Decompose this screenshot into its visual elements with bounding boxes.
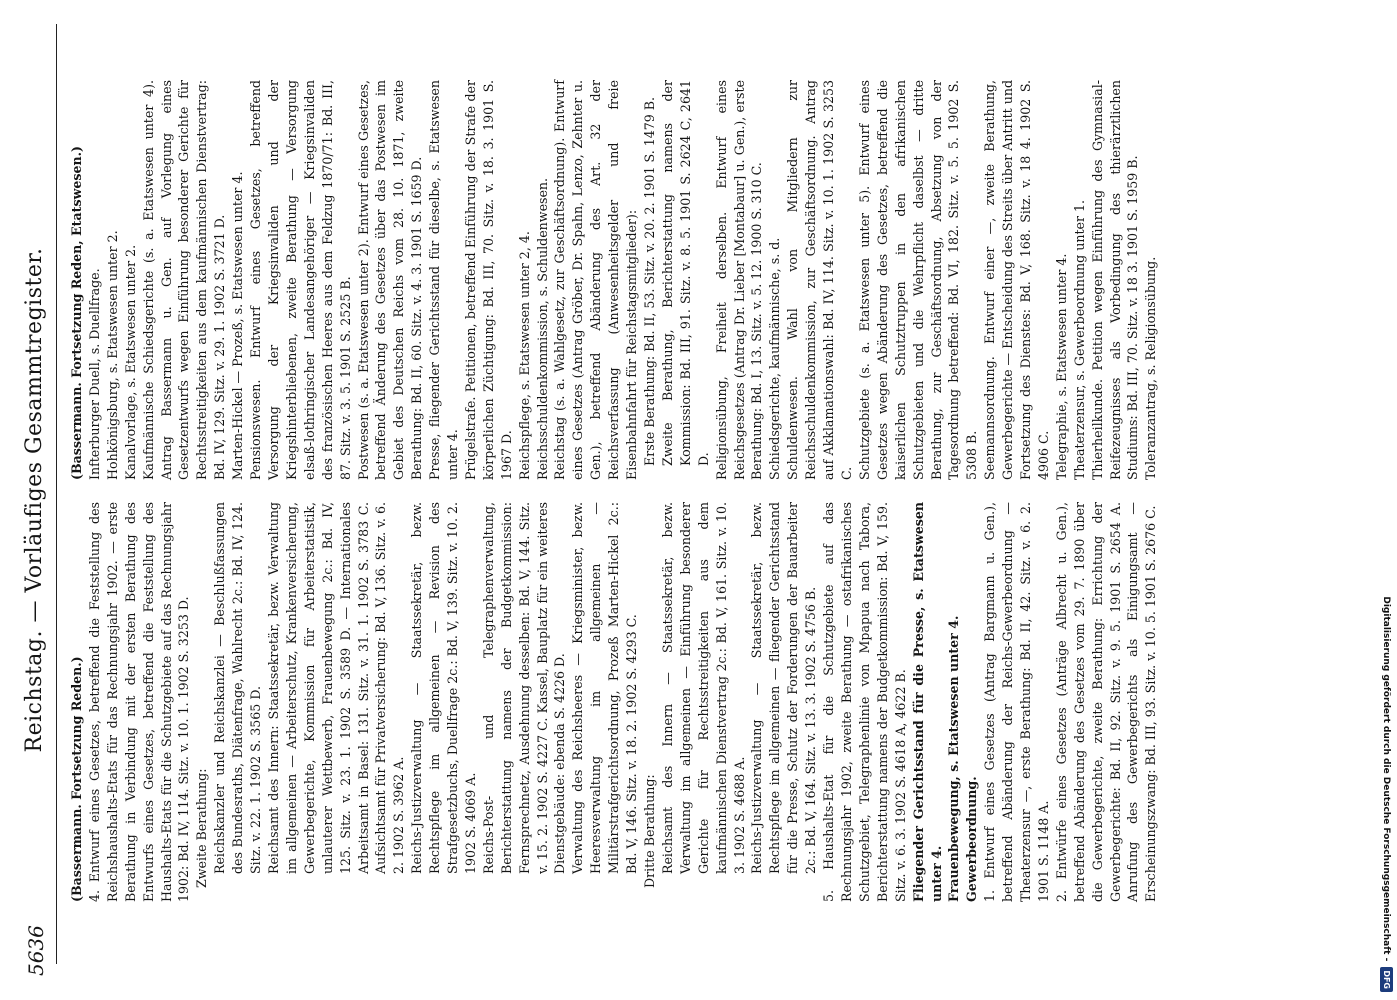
right-column-entry: Presse, fliegender Gerichtsstand für dieselbe, s. Etatswesen unter 4. [427, 80, 461, 480]
right-column-entry: Religionsübung, Freiheit derselben. Entwurf eines Reichsgesetzes (Antrag Dr. Lieber [Montabaur] u. Gen.), erste Berathung: Bd. I, 13. Sitz. v. 5. 12. 1900 S. 310 C. [713, 80, 765, 480]
left-column-entry: Gewerbeordnung. [964, 776, 980, 902]
left-column-entry: 5. Haushalts-Etat für die Schutzgebiete auf das Rechnungsjahr 1902, zweite Berathung — ostafrikanisches Schutzgebiet, Telegraphenlinie von Mpapua nach Tabora, Berichterstattung namens der Budgetkommission: Bd. V, 159. Sitz. v. 6. 3. 1902 S. 4618 A, 4622 B. [821, 502, 908, 902]
page-title: Reichstag. — Vorläufiges Gesammtregister. [22, 247, 47, 753]
left-column-entry: 2. Entwürfe eines Gesetzes (Anträge Albrecht u. Gen.), betreffend Abänderung des Gesetzes vom 29. 7. 1890 über die Gewerbegerichte, zweite Berathung: Errichtung der Gewerbegerichte: Bd. II, 92. Sitz. v. 9. 5. 1901 S. 2654 A. Anrufung des Gewerbegerichts als Einigungsamt — Erscheinungszwang: Bd. III, 93. Sitz. v. 10. 5. 1901 S. 2676 C. [1053, 502, 1159, 902]
dfg-sidebar [1380, 8, 1393, 992]
dfg-notice [1380, 8, 1393, 992]
right-column-entry: Thierheilkunde. Petition wegen Einführung des Gymnasial-Reifezeugnisses als Vorbedingung des thierärztlichen Studiums: Bd. III, 70. Sitz. v. 18 3. 1901 S. 1959 B. [1089, 80, 1141, 480]
right-column-entry: Schuldenwesen. Wahl von Mitgliedern zur Reichsschuldenkommission, zur Geschäftsordnung. Antrag auf Akklamationswahl: Bd. IV, 114. Sitz. v. 10. 1. 1902 S. 3253 C. [785, 80, 854, 480]
right-column-entry: Zweite Berathung, Berichterstattung namens der Kommission: Bd. III, 91. Sitz. v. 8. 5. 1901 S. 2624 C, 2641 D. [659, 80, 711, 466]
right-column [68, 80, 1160, 480]
right-column-entry: Erste Berathung: Bd. II, 53. Sitz. v. 20. 2. 1901 S. 1479 B. [642, 96, 657, 466]
right-column-entry: Postwesen (s. a. Etatswesen unter 2). Entwurf eines Gesetzes, betreffend Änderung des Gesetzes über das Postwesen im Gebiet des Deutschen Reichs vom 28. 10. 1871, zweite Berathung: Bd. II, 60. Sitz. v. 4. 3. 1901 S. 1659 D. [355, 80, 425, 480]
left-column-entry: Reichs-Justizverwaltung — Staatssekretär, bezw. Rechtspflege im allgemeinen — fliegender Gerichtsstand für die Presse, Schutz der Forderungen der Bauarbeiter 2c.: Bd. V, 164. Sitz. v. 13. 3. 1902 S. 4756 B. [749, 502, 819, 874]
left-column-entry: (Bassermann. Fortsetzung Reden.) [69, 656, 84, 902]
right-column-entry: Hohkönigsburg, s. Etatswesen unter 2. [104, 230, 120, 480]
page-number: 5636 [24, 925, 48, 976]
left-column-entry: Reichskanzler und Reichskanzlei — Beschlußfassungen des Bundesraths, Diätenfrage, Wahlrecht 2c.: Bd. IV, 124. Sitz. v. 22. 1. 1902 S. 3565 D. [212, 502, 264, 874]
right-column-entry: Reichsschuldenkommission, s. Schuldenwesen. [534, 177, 550, 480]
right-column-entry: Schiedsgerichte, kaufmännische, s. d. [767, 237, 783, 480]
dfg-notice-text: Digitalisierung gefördert durch die Deutsche Forschungsgemeinschaft - [1381, 596, 1391, 962]
left-column-entry: Reichs-Justizverwaltung — Staatssekretär, bezw. Rechtspflege im allgemeinen — Revision des Strafgesetzbuchs, Duellfrage 2c.: Bd. V, 139. Sitz. v. 10. 2. 1902 S. 4069 A. [409, 502, 478, 874]
left-column-entry: Verwaltung des Reichsheeres — Kriegsminister, bezw. Heeresverwaltung im allgemeinen — Militärstrafgerichtsordnung, Prozeß Marten-Hickel 2c.: Bd. V, 146. Sitz. v. 18. 2. 1902 S. 4293 C. [570, 502, 640, 874]
left-column-entry: Reichsamt des Innern — Staatssekretär, bezw. Verwaltung im allgemeinen — Einführung besonderer Gerichte für Rechtsstreitigkeiten aus dem kaufmännischen Dienstvertrag 2c.: Bd. V, 161. Sitz. v. 10. 3. 1902 S. 4688 A. [659, 502, 747, 874]
dfg-logo: DFG [1380, 967, 1393, 992]
left-column-entry: Zweite Berathung: [194, 768, 210, 888]
right-column-entry: Reichspflege, s. Etatswesen unter 2, 4. [516, 231, 532, 480]
page-header [14, 24, 54, 976]
right-column-entry: Kaufmännische Schiedsgerichte (s. a. Etatswesen unter 4). Antrag Bassermann u. Gen. auf Vorlegung eines Gesetzentwurfs wegen Einführung besonderer Gerichte für Rechtsstreitigkeiten aus dem kaufmännischen Dienstvertrag: Bd. IV, 129. Sitz. v. 29. 1. 1902 S. 3721 D. [140, 80, 228, 480]
left-column-entry: Reichs-Post- und Telegraphenverwaltung, Berichterstattung namens der Budgetkommission: Fernsprechnetz, Ausdehnung desselben: Bd. V, 144. Sitz. v. 15. 2. 1902 S. 4227 C. Kassel, Bauplatz für ein weiteres Dienstgebäude: ebenda S. 4226 D. [480, 502, 568, 874]
right-column-entry: Marten-Hickel — Prozeß, s. Etatswesen unter 4. [230, 171, 246, 480]
right-column-entry: Toleranzantrag, s. Religionsübung. [1143, 256, 1159, 480]
right-column-entry: Theaterzensur, s. Gewerbeordnung unter 1. [1071, 199, 1087, 480]
right-column-entry: Schutzgebiete (s. a. Etatswesen unter 5). Entwurf eines Gesetzes wegen Abänderung des Gesetzes, betreffend die kaiserlichen Schutztruppen in den afrikanischen Schutzgebieten und die Wehrpflicht daselbst — dritte Berathung, zur Geschäftsordnung, Absetzung von der Tagesordnung betreffend: Bd. VI, 182. Sitz. v. 5. 5. 1902 S. 5308 B. [856, 80, 980, 480]
left-column-entry: 4. Entwurf eines Gesetzes, betreffend die Feststellung des Reichshaushalts-Etats für das Rechnungsjahr 1902. — erste Berathung in Verbindung mit der ersten Berathung des Entwurfs eines Gesetzes, betreffend die Feststellung des Haushalts-Etats für die Schutzgebiete auf das Rechnungsjahr 1902: Bd. IV, 114. Sitz. v. 10. 1. 1902 S. 3253 D. [86, 502, 192, 902]
left-column-entry: Dritte Berathung: [642, 774, 657, 888]
right-column-entry: Kanalvorlage, s. Etatswesen unter 2. [122, 244, 138, 480]
right-column-entry: Prügelstrafe. Petitionen, betreffend Einführung der Strafe der körperlichen Züchtigung: Bd. III, 70. Sitz. v. 18. 3. 1901 S. 1967 D. [462, 80, 514, 480]
header-rule [56, 24, 57, 964]
right-column-entry: Infterburger Duell, s. Duellfrage. [86, 268, 102, 480]
right-column-entry: Pensionswesen. Entwurf eines Gesetzes, betreffend Versorgung der Kriegsinvaliden und der Kriegshinterbliebenen, zweite Berathung — Versorgung elsaß-lothringischer Landesangehöriger — Kriegsinvaliden des französischen Heeres aus dem Feldzug 1870/71: Bd. III, 87. Sitz. v. 3. 5. 1901 S. 2525 B. [248, 80, 353, 480]
left-column-entry: Reichsamt des Innern: Staatssekretär, bezw. Verwaltung im allgemeinen — Arbeiterschutz, Krankenversicherung, Gewerbegerichte, Kommission für Arbeiterstatistik, unlauterer Wettbewerb, Frauenbewegung 2c.: Bd. IV, 125. Sitz. v. 23. 1. 1902 S. 3589 D. — Internationales Arbeitsamt in Basel: 131. Sitz. v. 31. 1. 1902 S. 3783 C. Aufsichtsamt für Privatversicherung: Bd. V, 136. Sitz. v. 6. 2. 1902 S. 3962 A. [265, 502, 407, 874]
right-column-entry: Seemannsordnung. Entwurf einer —, zweite Berathung, Gewerbegerichte — Entscheidung des Streits über Antritt und Fortsetzung des Dienstes: Bd. V, 168. Sitz. v. 18 4. 1902 S. 4906 C. [982, 79, 1051, 480]
left-column [68, 502, 1160, 902]
right-column-entry: (Bassermann. Fortsetzung Reden, Etatswesen.) [69, 146, 84, 480]
left-column-entry: Frauenbewegung, s. Etatswesen unter 4. [946, 615, 962, 902]
left-column-entry: 1. Entwurf eines Gesetzes (Antrag Bargmann u. Gen.), betreffend Abänderung der Reichs-Gewerbeordnung — Theaterzensur —, erste Berathung: Bd. II, 42. Sitz. v. 6. 2. 1901 S. 1148 A. [982, 502, 1051, 902]
right-column-entry: Reichstag (s. a. Wahlgesetz, zur Geschäftsordnung). Entwurf eines Gesetzes (Antrag Gröber, Dr. Spahn, Lenzo, Zehnter u. Gen.), betreffend Abänderung des Art. 32 der Reichsverfassung (Anwesenheitsgelder und freie Eisenbahnfahrt für Reichstagsmitglieder): [552, 80, 640, 480]
left-column-entry: Fliegender Gerichtsstand für die Presse, s. Etatswesen unter 4. [910, 502, 944, 902]
right-column-entry: Telegraphie, s. Etatswesen unter 4. [1053, 253, 1069, 480]
